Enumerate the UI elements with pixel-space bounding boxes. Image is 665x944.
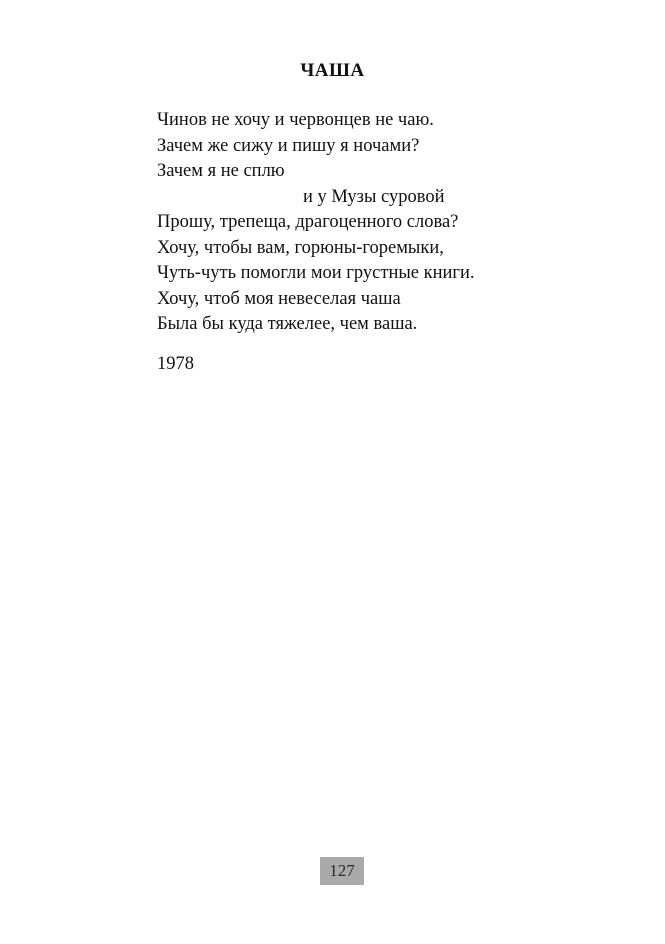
poem-line: Прошу, трепеща, драгоценного слова? [157,212,459,232]
poem-line: Чинов не хочу и червонцев не чаю. [157,110,434,130]
poem-line: Хочу, чтобы вам, горюны-горемыки, [157,237,444,258]
poem-line: Зачем же сижу и пишу я ночами? [157,135,420,156]
page-number: 127 [320,857,364,885]
page-title: ЧАША [300,60,365,81]
poem-line: Зачем я не сплю [157,161,285,181]
poem-line: Была бы куда тяжелее, чем ваша. [157,314,418,334]
poem-body [157,108,475,338]
poem-line-indented: и у Музы суровой [303,186,445,207]
poem-year: 1978 [157,354,194,374]
poem-line: Чуть-чуть помогли мои грустные книги. [157,263,475,283]
poem-line: Хочу, чтоб моя невеселая чаша [157,288,401,309]
